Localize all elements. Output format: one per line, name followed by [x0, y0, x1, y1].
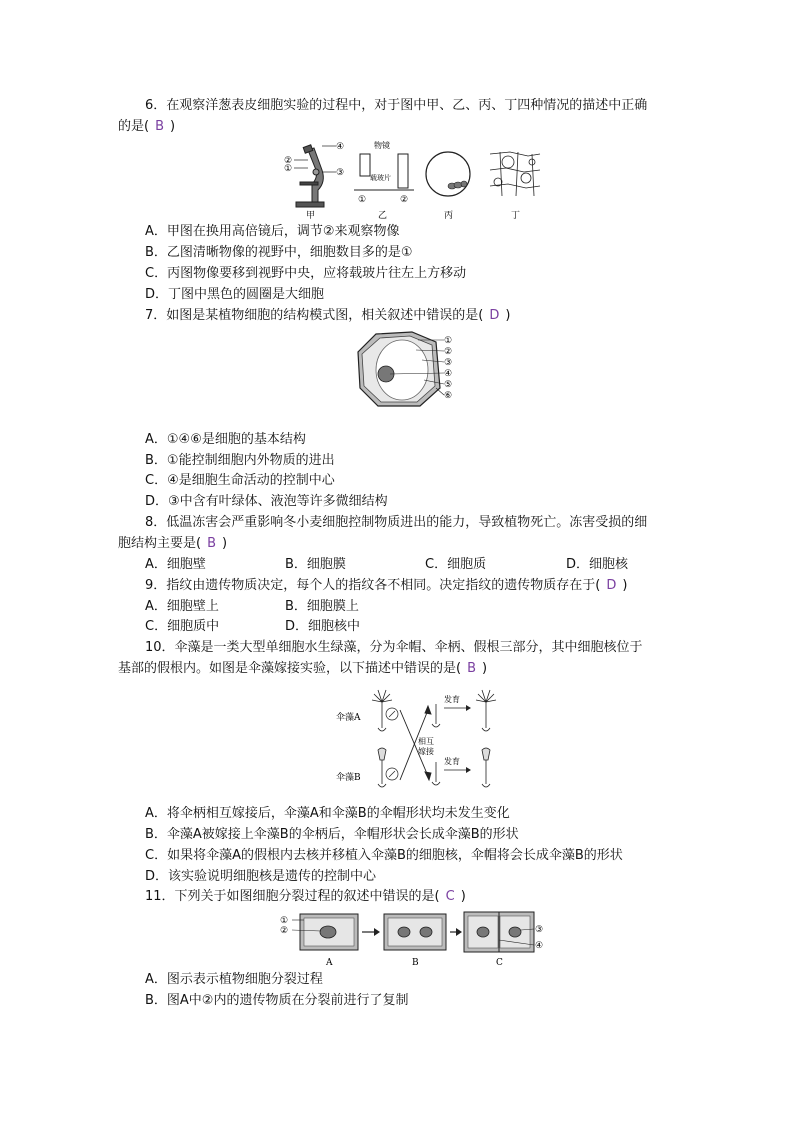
q11-answer: C [445, 889, 455, 904]
q6-option-a: A．甲图在换用高倍镜后，调节②来观察物像 [145, 224, 400, 239]
q11-label-c: C [496, 958, 503, 968]
q6-label-objective: 物镜 [374, 141, 390, 150]
q7-figure [356, 330, 466, 410]
q11-fig-label-4: ④ [535, 941, 544, 951]
q6-view-circle [426, 152, 470, 196]
q6-label-slide: 载玻片 [370, 174, 391, 182]
q11-fig-label-3: ③ [535, 925, 544, 935]
q10-label-alga-b: 伞藻B [336, 773, 361, 783]
q11-option-a: A．图示表示植物细胞分裂过程 [145, 972, 323, 987]
q8-option-d: D．细胞核 [566, 557, 629, 572]
q7-stem: 7．如图是某植物细胞的结构模式图，相关叙述中错误的是( D ) [145, 308, 511, 323]
q10-option-b: B．伞藻A被嫁接上伞藻B的伞柄后，伞帽形状会长成伞藻B的形状 [145, 827, 519, 842]
q10-label-develop-1: 发育 [444, 695, 460, 704]
q6-option-d: D．丁图中黑色的圆圈是大细胞 [145, 287, 325, 302]
q10-figure [336, 684, 506, 794]
q8-option-c: C．细胞质 [425, 557, 487, 572]
q11-label-b: B [412, 958, 419, 968]
q7-fig-label-3: ③ [444, 358, 453, 368]
q7-fig-label-6: ⑥ [444, 391, 453, 401]
q8-option-a: A．细胞壁 [145, 557, 206, 572]
q6-stem-line1: 6．在观察洋葱表皮细胞实验的过程中，对于图中甲、乙、丙、丁四种情况的描述中正确 [145, 98, 648, 113]
q7-fig-label-5: ⑤ [444, 380, 453, 390]
q7-option-a: A．①④⑥是细胞的基本结构 [145, 432, 306, 447]
q11-label-a: A [326, 958, 333, 968]
q10-stem-line1: 10．伞藻是一类大型单细胞水生绿藻，分为伞帽、伞柄、假根三部分，其中细胞核位于 [145, 640, 643, 655]
q11-stem: 11．下列关于如图细胞分裂过程的叙述中错误的是( C ) [145, 889, 466, 904]
q9-option-c: C．细胞质中 [145, 619, 220, 634]
q9-answer: D [606, 578, 617, 593]
q6-figure [278, 140, 548, 220]
q6-yi-label-1: ① [358, 195, 367, 205]
q11-fig-label-1: ① [280, 916, 289, 926]
q7-fig-label-4: ④ [444, 369, 453, 379]
q11-fig-label-2: ② [280, 926, 289, 936]
q7-option-b: B．①能控制细胞内外物质的进出 [145, 453, 335, 468]
q10-label-mutual: 相互 [418, 737, 434, 746]
q11-figure [278, 910, 548, 970]
q11-option-b: B．图A中②内的遗传物质在分裂前进行了复制 [145, 993, 409, 1008]
q7-option-c: C．④是细胞生命活动的控制中心 [145, 473, 335, 488]
q9-option-b: B．细胞膜上 [285, 599, 359, 614]
q8-stem-line1: 8．低温冻害会严重影响冬小麦细胞控制物质进出的能力，导致植物死亡。冻害受损的细 [145, 515, 648, 530]
q6-option-b: B．乙图清晰物像的视野中，细胞数目多的是① [145, 245, 413, 260]
alga-b-icon [378, 748, 386, 787]
q10-stem-line2: 基部的假根内。如图是伞藻嫁接实验，以下描述中错误的是( B ) [118, 661, 488, 676]
q6-option-c: C．丙图物像要移到视野中央，应将载玻片往左上方移动 [145, 266, 467, 281]
q7-answer: D [489, 308, 500, 323]
q6-label-jia: 甲 [306, 211, 316, 220]
q6-fig-label-2: ② [284, 156, 293, 166]
microscope-icon [296, 145, 324, 207]
q9-options-row2 [0, 618, 794, 636]
q10-option-d: D．该实验说明细胞核是遗传的控制中心 [145, 869, 377, 884]
q10-answer: B [467, 661, 476, 676]
q6-fig-label-1: ① [284, 164, 293, 174]
q8-options [0, 556, 794, 574]
q10-option-a: A．将伞柄相互嫁接后，伞藻A和伞藻B的伞帽形状均未发生变化 [145, 806, 510, 821]
q10-option-c: C．如果将伞藻A的假根内去核并移植入伞藻B的细胞核，伞帽将会长成伞藻B的形状 [145, 848, 623, 863]
q8-answer: B [207, 536, 216, 551]
q6-fig-label-4: ④ [336, 142, 345, 152]
q6-stem-line2: 的是( B ) [118, 119, 176, 134]
q7-fig-label-2: ② [444, 347, 453, 357]
q10-label-alga-a: 伞藻A [336, 713, 361, 723]
q6-label-ding: 丁 [511, 211, 521, 220]
q7-option-d: D．③中含有叶绿体、液泡等许多微细结构 [145, 494, 388, 509]
q8-option-b: B．细胞膜 [285, 557, 346, 572]
q6-answer: B [155, 119, 164, 134]
q6-yi-label-2: ② [400, 195, 409, 205]
q8-stem-line2: 胞结构主要是( B ) [118, 536, 228, 551]
q7-fig-label-1: ① [444, 336, 453, 346]
q10-label-graft: 嫁接 [418, 747, 434, 756]
q6-label-bing: 丙 [444, 211, 454, 220]
q6-label-yi: 乙 [378, 211, 388, 220]
q6-cells-bubbles [490, 152, 540, 196]
q9-options-row1 [0, 598, 794, 616]
q6-fig-label-3: ③ [336, 168, 345, 178]
q10-label-develop-2: 发育 [444, 757, 460, 766]
q9-option-d: D．细胞核中 [285, 619, 361, 634]
q9-option-a: A．细胞壁上 [145, 599, 219, 614]
q9-stem: 9．指纹由遗传物质决定，每个人的指纹各不相同。决定指纹的遗传物质存在于( D ) [145, 578, 628, 593]
